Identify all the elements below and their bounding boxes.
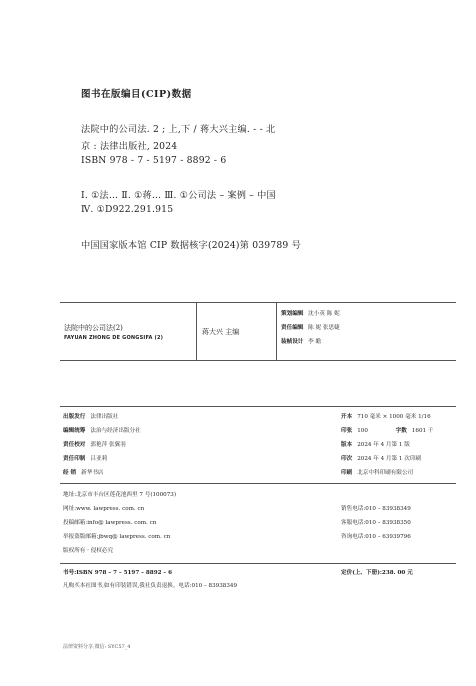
format-row: 版本 2024 年 4 月第 1 版 xyxy=(341,442,410,448)
box-divider-1 xyxy=(196,302,197,360)
cip-line-record-number: 中国国家版本馆 CIP 数据核字(2024)第 039789 号 xyxy=(81,240,301,251)
box-divider-2 xyxy=(276,302,277,360)
box-bottom-rule xyxy=(60,360,456,361)
format-row: 印刷 北京中科印刷有限公司 xyxy=(341,470,414,476)
staff-role: 策划编辑 xyxy=(281,311,304,317)
publishing-row: 经 销 新华书店 xyxy=(63,470,104,476)
cip-heading: 图书在版编目(CIP)数据 xyxy=(81,89,192,100)
staff-planning-editor xyxy=(281,311,340,318)
publishing-row: 出版发行 法律出版社 xyxy=(63,414,119,420)
editor-name: 蒋大兴 主编 xyxy=(202,328,240,336)
staff-responsible-editor xyxy=(281,325,340,332)
contact-sales-phone: 销售电话:010 – 83938349 xyxy=(341,506,411,512)
staff-names: 陈 妮 张思婕 xyxy=(308,325,340,331)
staff-cover-design xyxy=(281,339,321,346)
publishing-top-rule xyxy=(60,406,456,407)
cip-line-subjects: Ⅰ. ①法… Ⅱ. ①蒋… Ⅲ. ①公司法 – 案例 – 中国 xyxy=(81,190,276,201)
cip-line-publisher: 京 : 法律出版社, 2024 xyxy=(81,141,178,152)
contact-address: 地址:北京市丰台区莲花池西里 7 号(100073) xyxy=(63,492,177,498)
contact-submission-email: 投稿邮箱:info@ lawpress. com. cn xyxy=(63,520,157,526)
staff-role: 责任编辑 xyxy=(281,325,304,331)
staff-role: 装帧设计 xyxy=(281,339,304,345)
watermark-text: 法律资料分享,微信: SYC57_4 xyxy=(63,644,131,650)
cip-line-isbn: ISBN 978 - 7 - 5197 - 8892 - 6 xyxy=(81,155,227,166)
publishing-row: 责任校对 郭艳萍 张翼羽 xyxy=(63,442,126,448)
staff-names: 沈小英 陈 妮 xyxy=(308,311,340,317)
footer-price: 定价(上、下册):238. 00 元 xyxy=(341,570,413,576)
staff-names: 李 瞻 xyxy=(308,339,322,345)
box-top-rule xyxy=(60,302,456,303)
contact-service-phone: 客服电话:010 – 83938350 xyxy=(341,520,411,526)
contact-top-rule xyxy=(60,483,456,484)
contact-inquiry-phone: 咨询电话:010 – 63939796 xyxy=(341,534,411,540)
format-row: 印次 2024 年 4 月第 1 次印刷 xyxy=(341,456,422,462)
footer-isbn: 书号:ISBN 978 – 7 – 5197 – 8892 – 6 xyxy=(63,570,173,576)
footer-return-notice: 凡购买本社图书,如有印装错误,我社负责退换。电话:010 – 83938349 xyxy=(63,583,238,589)
footer-top-rule xyxy=(60,563,456,564)
copyright-notice: 版权所有 · 侵权必究 xyxy=(63,548,114,554)
publishing-row: 编辑统筹 法治与经济出版分社 xyxy=(63,428,141,434)
cip-line-classification: Ⅳ. ①D922.291.915 xyxy=(81,204,174,215)
book-title-pinyin: FAYUAN ZHONG DE GONGSIFA (2) xyxy=(64,335,164,341)
contact-piracy-email: 举报盗版邮箱:jbwq@ lawpress. com. cn xyxy=(63,534,171,540)
publishing-row: 责任印制 吕亚莉 xyxy=(63,456,108,462)
format-row: 印张 100 字数 1601 千 xyxy=(341,428,434,434)
cip-line-title: 法院中的公司法. 2 ; 上,下 / 蒋大兴主编. - - 北 xyxy=(81,124,276,135)
format-row: 开本 710 毫米 × 1000 毫米 1/16 xyxy=(341,414,431,420)
book-title: 法院中的公司法(2) xyxy=(64,324,123,332)
contact-website: 网址:www. lawpress. com. cn xyxy=(63,506,145,512)
